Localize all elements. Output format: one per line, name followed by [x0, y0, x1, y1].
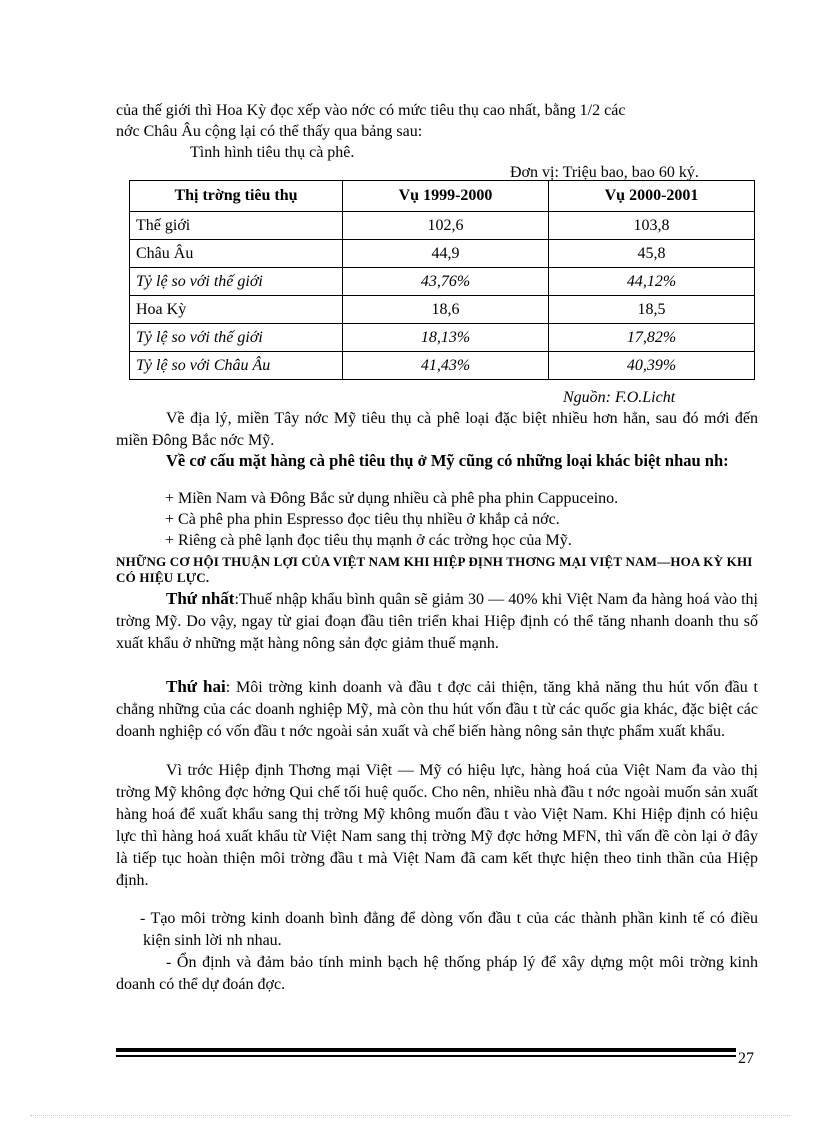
intro-line-1: của thế giới thì Hoa Kỳ đọc xếp vào nớc có mức tiêu thụ cao nhất, bằng 1/2 các	[116, 102, 626, 119]
row-label: Thế giới	[130, 212, 343, 240]
row-value-2: 18,5	[549, 296, 755, 324]
header-season-2: Vụ 2000-2001	[549, 181, 755, 212]
row-value-1: 102,6	[343, 212, 549, 240]
table-row	[130, 268, 755, 296]
paragraph-context: Vì trớc Hiệp định Thơng mại Việt — Mỹ có hiệu lực, hàng hoá của Việt Nam đa vào thị trờng Mỹ không đợc hởng Qui chế tối huệ quốc. Cho nên, nhiều nhà đầu t nớc ngoài muốn sản xuất hàng hoá để xuất khẩu sang thị trờng Mỹ không muốn đầu t vào Việt Nam. Khi Hiệp định có hiệu lực thì hàng hoá xuất khẩu từ Việt Nam sang thị trờng Mỹ đợc hởng MFN, thì vấn đề còn lại ở đây là tiếp tục hoàn thiện môi trờng đầu t mà Việt Nam đã cam kết thực hiện theo tinh thần của Hiệp định.	[116, 762, 758, 889]
row-label: Tỷ lệ so với thế giới	[130, 324, 343, 352]
table-row	[130, 352, 755, 380]
header-season-1: Vụ 1999-2000	[343, 181, 549, 212]
paragraph-geography: Về địa lý, miền Tây nớc Mỹ tiêu thụ cà phê loại đặc biệt nhiều hơn hẳn, sau đó mới đến miền Đông Bắc nớc Mỹ.	[116, 410, 758, 449]
paragraph-second	[116, 676, 758, 743]
footer-rule-thick	[116, 1048, 736, 1052]
bullet-1: + Miền Nam và Đông Bắc sử dụng nhiều cà phê pha phin Cappuceino.	[165, 490, 619, 507]
row-value-1: 18,6	[343, 296, 549, 324]
second-label: Thứ hai	[166, 677, 226, 696]
row-label: Hoa Kỳ	[130, 296, 343, 324]
dash-item-1: - Tạo môi trờng kinh doanh bình đẳng để dòng vốn đầu t của các thành phần kinh tế có điều kiện sinh lời nh nhau.	[140, 910, 758, 949]
footer-rule-thin	[116, 1055, 736, 1057]
row-label: Tỷ lệ so với Châu Âu	[130, 352, 343, 380]
paragraph-structure-heading: Về cơ cấu mặt hàng cà phê tiêu thụ ở Mỹ cũng có những loại khác biệt nhau nh:	[166, 451, 729, 470]
second-text: : Môi trờng kinh doanh và đầu t đợc cải thiện, tăng khả năng thu hút vốn đầu t chẳng những của các doanh nghiệp Mỹ, mà còn thu hút vốn đầu t từ các quốc gia khác, đặc biệt các doanh nghiệp có vốn đầu t nớc ngoài sản xuất và chế biến hàng nông sản thực phẩm xuất khẩu.	[116, 679, 759, 740]
table-row	[130, 324, 755, 352]
row-label: Châu Âu	[130, 240, 343, 268]
row-value-2: 17,82%	[549, 324, 755, 352]
table-row	[130, 212, 755, 240]
page-bottom-dotted-line	[30, 1115, 790, 1116]
page-number: 27	[738, 1050, 754, 1067]
section-heading: NHỮNG CƠ HỘI THUẬN LỢI CỦA VIỆT NAM KHI HIỆP ĐỊNH THƠNG MẠI VIỆT NAM—HOA KỲ KHI CÓ HIỆU LỰC.	[116, 554, 753, 585]
row-value-1: 43,76%	[343, 268, 549, 296]
bullet-2: + Cà phê pha phin Espresso đọc tiêu thụ nhiều ở khắp cả nớc.	[165, 511, 560, 528]
row-value-1: 18,13%	[343, 324, 549, 352]
row-value-2: 103,8	[549, 212, 755, 240]
consumption-table	[129, 180, 755, 380]
bullet-3: + Riêng cà phê lạnh đọc tiêu thụ mạnh ở các trờng học của Mỹ.	[165, 532, 572, 549]
row-value-2: 40,39%	[549, 352, 755, 380]
row-value-1: 44,9	[343, 240, 549, 268]
table-unit: Đơn vị: Triệu bao, bao 60 ký.	[510, 164, 699, 181]
row-label: Tỷ lệ so với thế giới	[130, 268, 343, 296]
paragraph-first	[116, 588, 758, 655]
row-value-1: 41,43%	[343, 352, 549, 380]
table-row	[130, 240, 755, 268]
table-source: Nguồn: F.O.Licht	[563, 389, 676, 406]
table-title: Tình hình tiêu thụ cà phê.	[190, 144, 355, 161]
intro-line-2: nớc Châu Âu cộng lại có thể thấy qua bảng sau:	[116, 123, 423, 140]
first-label: Thứ nhất	[166, 589, 235, 608]
table-header-row	[130, 181, 755, 212]
header-market: Thị trờng tiêu thụ	[130, 181, 343, 212]
row-value-2: 45,8	[549, 240, 755, 268]
table-row	[130, 296, 755, 324]
dash-item-2: - Ổn định và đảm bảo tính minh bạch hệ thống pháp lý để xây dựng một môi trờng kinh doanh có thể dự đoán đợc.	[116, 954, 758, 993]
first-text: :Thuế nhập khẩu bình quân sẽ giảm 30 — 40% khi Việt Nam đa hàng hoá vào thị trờng Mỹ. Do vậy, ngay từ giai đoạn đầu tiên triển khai Hiệp định có thể tăng nhanh doanh thu số xuất khẩu ở những mặt hàng nông sản đợc giảm thuế mạnh.	[116, 591, 758, 652]
row-value-2: 44,12%	[549, 268, 755, 296]
